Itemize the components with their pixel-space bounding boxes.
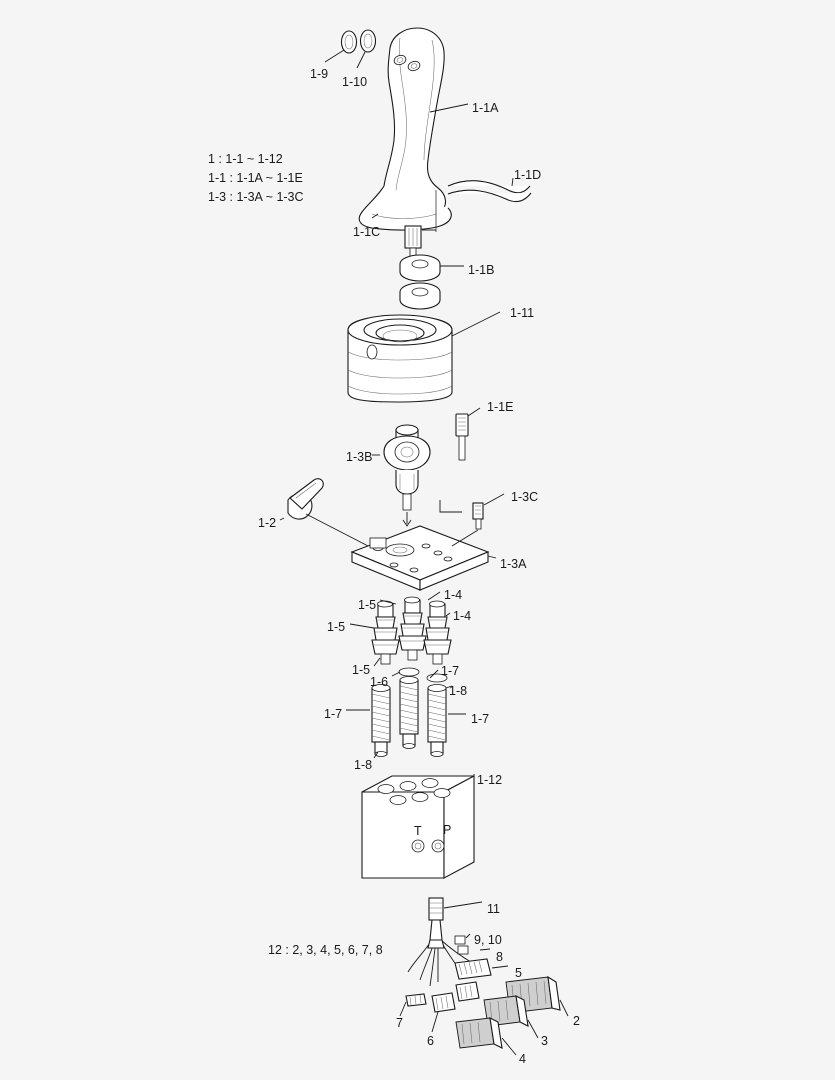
callout-1-11: 1-11 — [510, 306, 535, 320]
callout-1-2: 1-2 — [258, 516, 277, 530]
callout-8: 8 — [496, 950, 503, 964]
assembly-note-3: 1-3 : 1-3A ~ 1-3C — [208, 189, 304, 204]
callout-1-1E: 1-1E — [487, 400, 514, 414]
part-1-1B-nuts — [400, 255, 464, 309]
callout-1-7-b: 1-7 — [324, 707, 343, 721]
callout-1-4-b: 1-4 — [453, 609, 472, 623]
callout-1-7-a: 1-7 — [441, 664, 460, 678]
port-label-t: T — [414, 824, 422, 838]
callout-1-3C: 1-3C — [511, 490, 539, 504]
part-1-11-body — [348, 312, 500, 402]
assembly-note-1: 1 : 1-1 ~ 1-12 — [208, 152, 283, 166]
callout-11: 11 — [487, 902, 500, 916]
part-1-3C-pin — [473, 494, 504, 529]
callout-1-1A: 1-1A — [472, 101, 499, 115]
callout-9-10: 9, 10 — [474, 933, 502, 947]
callout-1-12: 1-12 — [477, 773, 503, 787]
part-1-3B-joint — [372, 425, 430, 510]
callout-1-8-a: 1-8 — [449, 684, 468, 698]
callout-1-1D: 1-1D — [514, 168, 542, 182]
callout-1-4-a: 1-4 — [444, 588, 463, 602]
callout-5: 5 — [515, 966, 522, 980]
bottom-assembly-note: 12 : 2, 3, 4, 5, 6, 7, 8 — [268, 943, 383, 957]
callout-6: 6 — [427, 1034, 434, 1048]
parts-1-6-1-7-1-8-springs — [346, 668, 466, 758]
assembly-notes — [208, 150, 304, 206]
callout-1-8-b: 1-8 — [354, 758, 373, 772]
callout-1-10: 1-10 — [342, 75, 368, 89]
callout-1-6: 1-6 — [370, 675, 389, 689]
part-1-2-screw — [280, 479, 372, 548]
part-1-1E-pin — [456, 408, 480, 460]
callout-3: 3 — [541, 1034, 548, 1048]
wiring-harness — [400, 898, 568, 1055]
callout-1-5-c: 1-5 — [352, 663, 371, 677]
part-rings-1-9-1-10 — [325, 30, 376, 68]
callout-1-9: 1-9 — [310, 67, 329, 81]
callout-7: 7 — [396, 1016, 403, 1030]
callout-1-7-c: 1-7 — [471, 712, 490, 726]
part-1-1A-grip — [359, 28, 468, 230]
callout-1-1C: 1-1C — [353, 225, 381, 239]
port-label-p: P — [443, 823, 452, 837]
callout-2: 2 — [573, 1014, 580, 1028]
callout-4: 4 — [519, 1052, 526, 1066]
callout-1-1B: 1-1B — [468, 263, 495, 277]
callout-1-5-a: 1-5 — [358, 598, 377, 612]
callout-1-3A: 1-3A — [500, 557, 527, 571]
callout-1-3B: 1-3B — [346, 450, 373, 464]
callout-1-5-b: 1-5 — [327, 620, 346, 634]
assembly-note-2: 1-1 : 1-1A ~ 1-1E — [208, 170, 303, 185]
